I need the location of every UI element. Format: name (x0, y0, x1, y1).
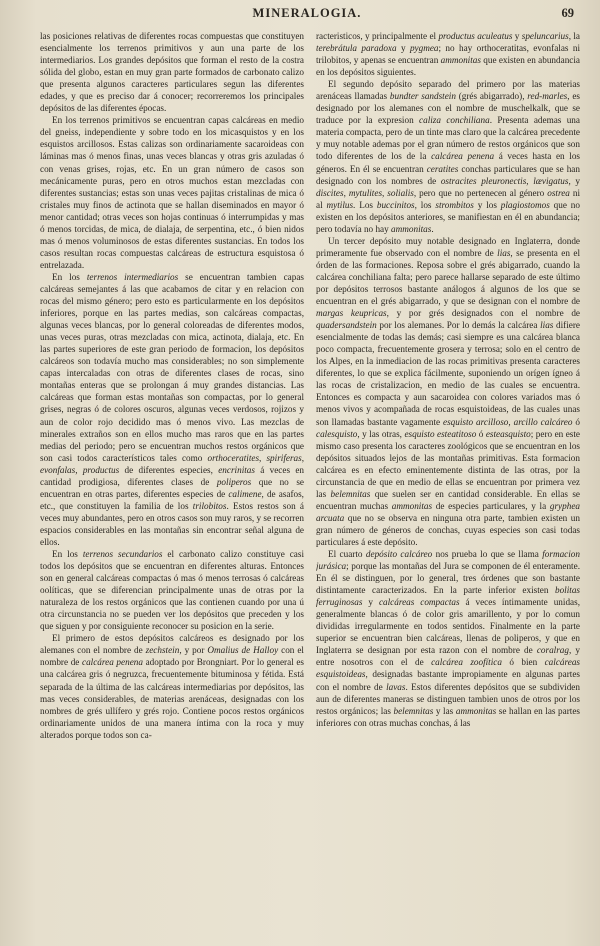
text-run: (grés abigarrado), (455, 91, 528, 102)
text-run: , pero que no pertenecen al género (413, 187, 548, 198)
text-run: de especies particulares, y la (432, 500, 550, 511)
text-run: En los (52, 271, 87, 282)
text-run: , y entre nosotros con el de (316, 645, 580, 668)
text-run: . Estos diferentes depósitos que se subdividen aun de diferentes maneras se distinguen tambien unos de otros por los restos orgánicos; las (316, 681, 580, 716)
text-run: se hallan en las partes inferiores con otras muchas conchas, á las (316, 705, 580, 728)
text-run: . Presenta ademas una materia compacta, pero de un tinte mas claro que la calcárea precedente y muy notable ademas por el gran número de restos orgánicos que son todo diferentes de los de la (316, 115, 580, 162)
italic-term: belemnitas (393, 705, 434, 716)
italic-term: red-marles (527, 91, 568, 102)
italic-term: solialis (387, 187, 414, 198)
italic-term: bolitas ferruginosas (316, 585, 580, 608)
italic-term: Omalius de Halloy (207, 645, 279, 656)
column-gutter (310, 30, 311, 936)
text-run: difiere esencialmente de todas las demás; casi siempre es una calcárea blanca poco compacta, frecuentemente grosera y terrosa; solo en el centro de los Alpes, en la inmediacion de las rocas primitivas presenta caracteres diferentes, lo que se explica fácilmente, suponiendo un orígen ígneo á las rocas de cristalizacion, en medio de las cuales se encuentra. Entonces es compacta y aun sacaroidea con colores variados mas ó menos vivos y acompañada de rocas esquistoideas, de las cuales unas son llamadas bastante vagamente (316, 320, 580, 427)
italic-term: ammonitas (440, 55, 481, 66)
text-run: , (343, 187, 349, 198)
italic-term: strombitos (435, 199, 474, 210)
text-run: que no existen en los depósitos anteriores, se manifiestan en él en abundancia; pero todavía no hay (316, 199, 580, 234)
text-run: el carbonato calizo constituye casi todos los depósitos que se encuentran en diferentes alturas. Entonces son en general calcáreas compactas ó mas ó menos terrosas ó calcáreas oolíticas, que se diferencian principalmente unas de otras por la naturaleza de los restos orgánicos que las contienen cuando por una ú otra circunstancia no se pueden ver los depósitos que preceden y los que siguen y por consiguiente reconocer su posicion en la serie. (40, 549, 304, 632)
italic-term: lias (540, 320, 554, 331)
italic-term: calcáreas compactas (378, 597, 460, 608)
italic-term: calcárea penena (431, 151, 495, 162)
text-run: que existen en abundancia en los depósitos siguientes. (316, 55, 580, 78)
italic-term: lavas (386, 681, 406, 692)
italic-term: gryphea arcuata (316, 500, 580, 523)
text-run: , (259, 452, 267, 463)
paragraph (316, 548, 580, 729)
paragraph (316, 78, 580, 235)
italic-term: buccinitos (376, 199, 415, 210)
text-run: . (431, 223, 434, 234)
text-run: El cuarto (328, 549, 366, 560)
italic-term: evonfalas (40, 464, 76, 475)
text-run: y (396, 43, 410, 54)
italic-term: ammonitas (391, 223, 432, 234)
text-run: y las (433, 705, 456, 716)
italic-term: esquisto esteatitoso (404, 428, 477, 439)
text-run: Un tercer depósito muy notable designado en Inglaterra, donde primeramente fue observado con el nombre de (316, 235, 580, 258)
italic-term: plagiostomos (500, 199, 550, 210)
text-run: á veces en cantidad prodigiosa, diferentes clases de (40, 464, 304, 487)
text-run: racteristicos, y principalmente el (316, 31, 439, 41)
text-run: El primero de estos depósitos calcáreos es designado por los alemanes con el nombre de (40, 633, 304, 656)
italic-term: caliza conchiliana (419, 115, 490, 126)
text-run: ó (476, 428, 486, 439)
text-run: ó bien (501, 657, 545, 668)
text-run: que no se encuentran en otras partes, diferentes especies de (40, 476, 304, 499)
italic-term: poliperos (216, 476, 252, 487)
italic-term: mytilus (326, 199, 354, 210)
text-run: El segundo depósito separado del primero por las materias arenáceas llamadas (316, 79, 580, 102)
italic-term: terebrátula paradoxa (316, 43, 397, 54)
text-run: ; porque las montañas del Jura se componen de él enteramente. En él se distinguen, por lo general, tres órdenes que son bastante distintamente caracterizados. En la parte inferior existen (316, 561, 580, 596)
text-run: , es designado por los alemanes con el nombre de muschelkalk, que se traduce por la expresion (316, 91, 580, 126)
italic-term: calcárea zoofítica (431, 657, 502, 668)
right-column (316, 30, 580, 936)
italic-term: ostrea (547, 187, 570, 198)
paragraph (40, 30, 304, 114)
text-run: , (526, 175, 534, 186)
text-run: de diferentes especies, (119, 464, 219, 475)
text-run: , de asafos, etc., que constituyen la familia de los (40, 488, 304, 511)
text-run: conchas particulares que se han designado con los nombres de (316, 163, 580, 186)
page-number: 69 (561, 6, 574, 20)
paragraph (40, 632, 304, 740)
italic-term: ostracites pleuronectis (440, 175, 527, 186)
italic-term: ceratites (426, 163, 459, 174)
text-run: , se presenta en el órden de las formaciones. Reposa sobre el grés abigarrado, cuando la calcárea conchiliana falta; pero parece hallarse separado de este último por depósitos terrosos bastante análogos á algunos de los que se encuentran en el grés abigarrado, y que se designan con el nombre de (316, 247, 580, 307)
left-column (40, 30, 304, 936)
text-run: que suelen ser en cantidad considerable. En ellas se encuentran muchas (316, 488, 580, 511)
text-run: , y por grés designados con el nombre de (386, 308, 580, 319)
text-run: ; pero en este mismo caso presenta los caracteres zoológicos que se encuentran en los depósitos situados lejos de las montañas primitivas. Esta formacion calcárea es en efecto eminentemente distinta de las otras, por la circunstancia de que en medio de ellas se encuentran por primera vez las (316, 428, 580, 499)
text-run: En los terrenos primitivos se encuentran capas calcáreas en medio del gneiss, independiente y sobre todo en los micasquistos y en los esquistos arcillosos. Estas calizas son ordinariamente sacaroideas con láminas mas ó menos finas, unas veces blancas y otras gris azuladas ó con venas grises, rojas, etc. En un gran número de casos son mecánicamente puras, pero en otros muchos estan mezcladas con diferentes sustancias; estas son unas veces pajitas cristalinas de mica ó cristales muy finos de actinota que se hallan diseminados en mayor ó menor cantidad; otras veces son hojas continuas ó interrumpidas y mas ó menos torcidas, de mica, de dialaja, de serpentina, etc., ó bien nidos mas ó menos voluminosos de estas diferentes sustancias. En todos los casos resultan rocas compuestas calcáreas de estructura esquistosa ó entrelazada. (40, 115, 304, 270)
italic-term: coralrag (536, 645, 569, 656)
italic-term: discites (316, 187, 344, 198)
text-run: , y las otras, (357, 428, 405, 439)
italic-term: lias (497, 247, 511, 258)
italic-term: ammonitas (455, 705, 497, 716)
italic-term: orthoceratites (207, 452, 260, 463)
italic-term: bundter sandstein (389, 91, 456, 102)
text-run: se encuentran tambien capas calcáreas semejantes á las que acabamos de citar y en relacion con rocas del mismo género; pero esto es particularmente en los depósitos inferiores, porque en las partes medias, son calcáreas compactas, algunas veces blancas, por lo general coloreadas de diferentes modos, unas veces puras, otras mezcladas con mica, actinota, dialaja, etc. En las partes superiores de este gran periodo de formacion, los depósitos calcáreos son todavía mucho mas considerables; no son simplemente capas intercaladas con otras de diferentes clases de rocas, sino montañas enteras que se prolongan á muy grandes distancias. Las calcáreas que forman estas montañas son compactas, por lo general grises, negras ó de colores oscuros, algunas veces verdosos, rojizos y aun de color rojo decidido mas ó menos vivo. Las mezclas de minerales extraños son en ellos mucho mas raros que en las partes medias del periodo; pero se encuentran muchos restos orgánicos que son casi todos característicos tales como (40, 271, 304, 463)
text-run: , y por (179, 645, 208, 656)
text-run: , los (414, 199, 436, 210)
running-head: MINERALOGIA. (252, 6, 362, 20)
paragraph (40, 548, 304, 632)
text-run: y (362, 597, 379, 608)
text-run: En los (52, 549, 83, 560)
italic-term: calcáreas esquistoideas (316, 657, 580, 680)
paragraph (40, 271, 304, 548)
text-run: á veces hasta en los géneros. En él se encuentran (316, 151, 580, 174)
text-run: , la (568, 31, 580, 41)
text-run: , y (568, 175, 580, 186)
text-run: ó (572, 416, 580, 427)
italic-term: formacion jurásica (316, 549, 580, 572)
text-run: por los alemanes. Por lo demás la calcárea (376, 320, 541, 331)
italic-term: calesquisto (316, 428, 358, 439)
text-run: las posiciones relativas de diferentes rocas compuestas que constituyen esencialmente los terrenos primitivos y aun una parte de los intermediarios. Los grandes depósitos que forman el resto de la costra sólida del globo, estan en muy gran parte formados de carbonato calizo que presenta algunos caracteres particulares segun las diferentes edades, y que es preciso dar á conocer; recorreremos los principales depósitos de las diferentes épocas. (40, 31, 304, 114)
italic-term: productus (82, 464, 120, 475)
paragraph (316, 30, 580, 78)
text-run: y los (473, 199, 501, 210)
italic-term: spiriferas (266, 452, 302, 463)
italic-term: belemnitas (330, 488, 371, 499)
italic-term: quadersandstein (316, 320, 377, 331)
text-run: con el nombre de (40, 645, 304, 668)
italic-term: zechstein (145, 645, 180, 656)
text-run: , designadas bastante impropiamente en algunas partes con el nombre de (316, 669, 580, 692)
text-run: , (382, 187, 388, 198)
italic-term: depósito calcáreo (365, 549, 433, 560)
italic-term: calcárea penena (82, 657, 143, 668)
italic-term: margas keupricas (316, 308, 387, 319)
text-run: y (512, 31, 522, 41)
text-run: . Estos restos son á veces muy abundantes, pero en otros casos son muy raros, y se recorren espacios considerables en las montañas sin encontrar señal alguna de ellos. (40, 500, 304, 547)
italic-term: terrenos secundarios (82, 549, 163, 560)
text-run: que no se observa en ninguna otra parte, tambien existen un gran número de géneros de conchas, cuyas especies son casi todas particulares á este depósito. (316, 512, 580, 547)
text-run: á veces íntimamente unidas, generalmente blancas ó de color gris amarillento, y por lo comun divididas irregularmente en todos sentidos. Finalmente en la parte superior se encuentran bien calcáreas, llenas de poliperos, y que en Inglaterra se designan por esta razon con el nombre de (316, 597, 580, 656)
italic-term: esquisto arcilloso (443, 416, 509, 427)
text-run: , (75, 464, 83, 475)
italic-term: terrenos intermediarios (86, 271, 179, 282)
italic-term: productus aculeatus (438, 31, 513, 41)
italic-term: calimene (228, 488, 262, 499)
italic-term: trilobitos (192, 500, 227, 511)
text-columns (40, 30, 580, 936)
italic-term: pygmea (409, 43, 439, 54)
italic-term: encrinitas (218, 464, 255, 475)
text-run: ; no hay orthoceratitas, evonfalas ni trilobitos, y apenas se encuentran (316, 43, 580, 66)
italic-term: esteasquisto (485, 428, 531, 439)
text-run: , (508, 416, 514, 427)
paragraph (316, 235, 580, 548)
italic-term: lævigatus (533, 175, 569, 186)
text-run: adoptado por Brongniart. Por lo general es una calcárea gris ó negruzca, frecuentemente bituminosa y fétida. Está separada de la última de las calcáreas intermediarias por depósitos, las mas veces considerables, de materias arenáceas, designadas con los nombres de grés ullífero y grés rojo. Contiene pocos restos orgánicos ordinariamente unidos de una manera íntima con la roca y muy alterados porque todos son ca- (40, 657, 304, 740)
italic-term: speluncarius (521, 31, 569, 41)
text-run: ni al (316, 187, 580, 210)
italic-term: ammonitas (391, 500, 433, 511)
italic-term: arcillo calcáreo (513, 416, 573, 427)
text-run: nos prueba lo que se llama (432, 549, 543, 560)
italic-term: mytulites (348, 187, 383, 198)
text-run: , (301, 452, 304, 463)
paragraph (40, 114, 304, 271)
page-header (40, 6, 574, 26)
text-run: . Los (353, 199, 377, 210)
